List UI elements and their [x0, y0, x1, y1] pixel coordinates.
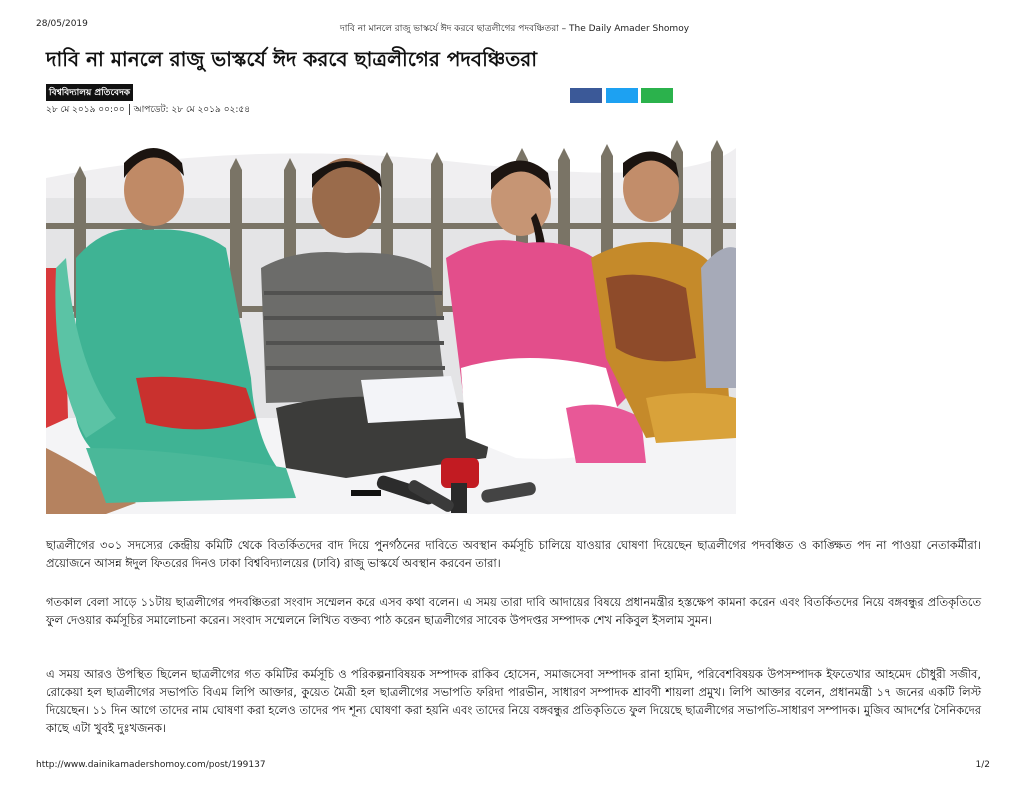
press-conference-photo [46, 118, 736, 514]
footer-url[interactable]: http://www.dainikamadershomoy.com/post/199137 [36, 760, 266, 770]
article-headline: দাবি না মানলে রাজু ভাস্কর্যে ঈদ করবে ছাত্রলীগের পদবঞ্চিতরা [46, 47, 538, 71]
print-date: 28/05/2019 [36, 19, 88, 29]
article-paragraph: ছাত্রলীগের ৩০১ সদস্যের কেন্দ্রীয় কমিটি থেকে বিতর্কিতদের বাদ দিয়ে পুনর্গঠনের দাবিতে অবস্থান কর্মসূচি চালিয়ে যাওয়ার ঘোষণা দিয়েছেন ছাত্রলীগের পদবঞ্চিত ও কাঙ্ক্ষিত পদ না পাওয়া নেতাকর্মীরা। প্রয়োজনে আসন্ন ঈদুল ফিতরের দিনও ঢাকা বিশ্ববিদ্যালয়ের (ঢাবি) রাজু ভাস্কর্যে অবস্থান করবেন তারা। [46, 538, 981, 570]
twitter-icon[interactable] [606, 88, 638, 103]
article-paragraph: এ সময় আরও উপস্থিত ছিলেন ছাত্রলীগের গত কমিটির কর্মসূচি ও পরিকল্পনাবিষয়ক সম্পাদক রাকিব হোসেন, সমাজসেবা সম্পাদক রানা হামিদ, পরিবেশবিষয়ক উপসম্পাদক ইফতেখার আহমেদ চৌধুরী সজীব, রোকেয়া হল ছাত্রলীগের সভাপতি বিএম লিপি আক্তার, কুয়েত মৈত্রী হল ছাত্রলীগের সভাপতি ফরিদা পারভীন, সাধারণ সম্পাদক শ্রাবণী শায়লা প্রমুখ। লিপি আক্তার বলেন, প্রধানমন্ত্রী ১৭ জনের একটি লিস্ট দিয়েছেন। ১১ দিন আগে তাদের নাম ঘোষণা করা হলেও তাদের পদ শূন্য ঘোষণা করা হয়নি এবং তাদের নিয়ে বঙ্গবন্ধুর প্রতিকৃতিতে ফুল দিয়েছে ছাত্রলীগের সভাপতি-সাধারণ সম্পাদক। মুজিব আদর্শের সৈনিকদের কাছে এটা খুবই দুঃখজনক। [46, 667, 981, 735]
footer-page-number: 1/2 [975, 760, 990, 770]
article-paragraph: গতকাল বেলা সাড়ে ১১টায় ছাত্রলীগের পদবঞ্চিতরা সংবাদ সম্মেলন করে এসব কথা বলেন। এ সময় তারা দাবি আদায়ের বিষয়ে প্রধানমন্ত্রীর হস্তক্ষেপ কামনা করেন এবং বিতর্কিতদের নিয়ে বঙ্গবন্ধুর প্রতিকৃতিতে ফুল দেওয়ার কর্মসূচির সমালোচনা করেন। সংবাদ সম্মেলনে লিখিত বক্তব্য পাঠ করেন ছাত্রলীগের সাবেক উপদপ্তর সম্পাদক শেখ নকিবুল ইসলাম সুমন। [46, 595, 981, 627]
article-dates [46, 102, 250, 117]
published-date: ২৮ মে ২০১৯ ০০:০০ [46, 105, 125, 115]
article-photo [46, 118, 736, 514]
date-separator [129, 104, 130, 115]
updated-date: আপডেট: ২৮ মে ২০১৯ ০২:৫৪ [133, 105, 251, 115]
facebook-icon[interactable] [570, 88, 602, 103]
whatsapp-icon[interactable] [641, 88, 673, 103]
article-category-badge[interactable]: বিশ্ববিদ্যালয় প্রতিবেদক [46, 84, 133, 101]
print-page-title: দাবি না মানলে রাজু ভাস্কর্যে ঈদ করবে ছাত্রলীগের পদবঞ্চিতরা – The Daily Amader Shomoy [340, 24, 690, 34]
